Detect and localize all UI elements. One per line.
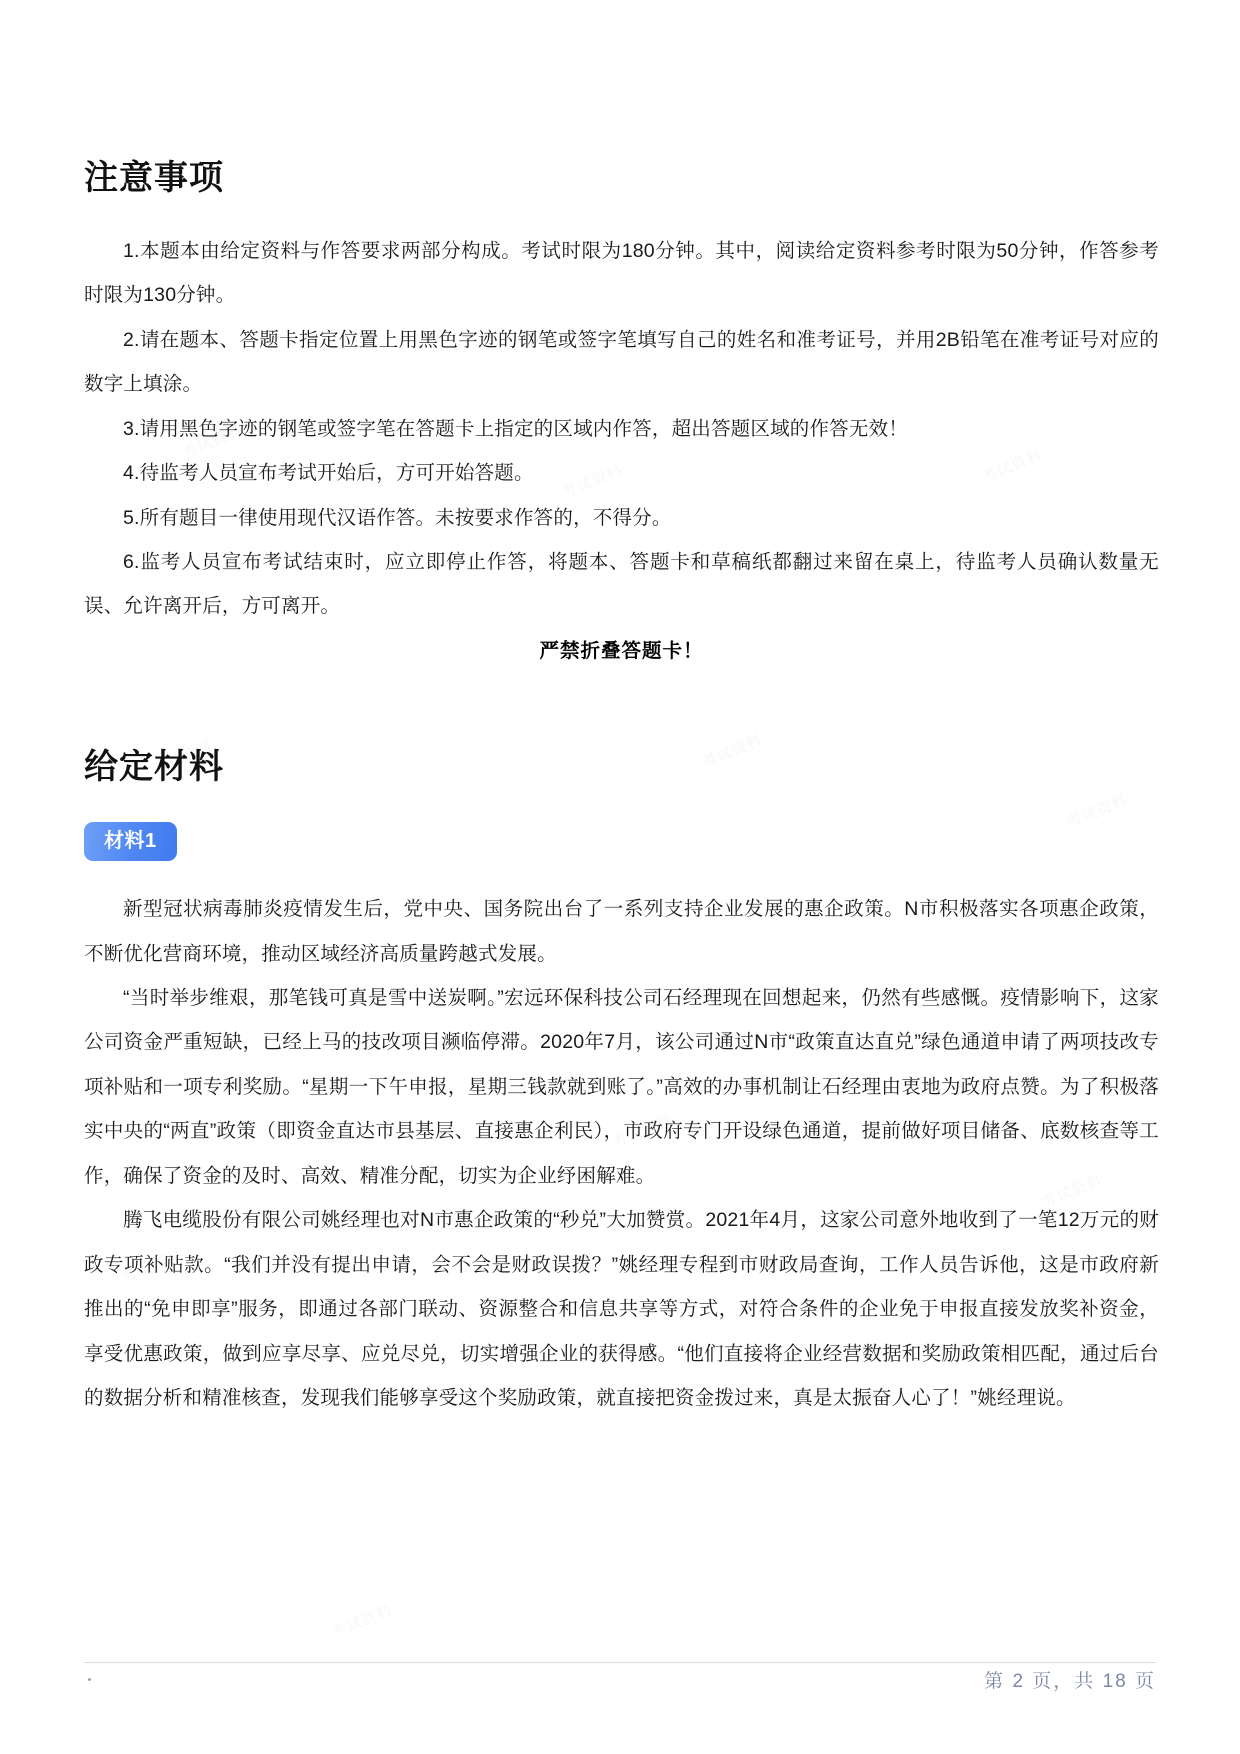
footer-divider [84,1662,1156,1663]
notice-section [84,0,1159,199]
notice-item-5: 5.所有题目一律使用现代汉语作答。未按要求作答的，不得分。 [123,506,672,529]
material-paragraph-2: “当时举步维艰，那笔钱可真是雪中送炭啊。”宏远环保科技公司石经理现在回想起来，仍然有些感慨。疫情影响下，这家公司资金严重短缺，已经上马的技改项目濒临停滞。2020年7月，该公司通过N市“政策直达直兑”绿色通道申请了两项技改专项补贴和一项专利奖励。“星期一下午申报，星期三钱款就到账了。”高效的办事机制让石经理由衷地为政府点赞。为了积极落实中央的“两直”政策（即资金直达市县基层、直接惠企利民），市政府专门开设绿色通道，提前做好项目储备、底数核查等工作，确保了资金的及时、高效、精准分配，切实为企业纾困解难。 [84,987,1159,1187]
material-badge-row [84,822,1159,861]
page-footer [84,1634,1156,1754]
material-1-badge: 材料1 [84,822,177,861]
notice-item-4: 4.待监考人员宣布考试开始后，方可开始答题。 [123,462,534,485]
notice-item-1: 1.本题本由给定资料与作答要求两部分构成。考试时限为180分钟。其中，阅读给定资料参考时限为50分钟，作答参考时限为130分钟。 [84,239,1159,307]
notice-item-6: 6.监考人员宣布考试结束时，应立即停止作答，将题本、答题卡和草稿纸都翻过来留在桌上，待监考人员确认数量无误、允许离开后，方可离开。 [84,550,1159,618]
given-materials-heading: 给定材料 [84,748,224,787]
material-1-body [84,887,1159,1420]
notice-warning: 严禁折叠答题卡！ [539,639,704,662]
page-content [84,0,1159,1421]
notice-heading: 注意事项 [84,159,224,197]
page-number-label: 第 2 页，共 18 页 [984,1671,1156,1692]
notice-item-2: 2.请在题本、答题卡指定位置上用黑色字迹的钢笔或签字笔填写自己的姓名和准考证号，并用2B铅笔在准考证号对应的数字上填涂。 [84,328,1159,396]
material-paragraph-1: 新型冠状病毒肺炎疫情发生后，党中央、国务院出台了一系列支持企业发展的惠企政策。N市积极落实各项惠企政策，不断优化营商环境，推动区域经济高质量跨越式发展。 [84,898,1159,965]
footer-bullet-mark [88,1678,91,1681]
material-paragraph-3: 腾飞电缆股份有限公司姚经理也对N市惠企政策的“秒兑”大加赞赏。2021年4月，这家公司意外地收到了一笔12万元的财政专项补贴款。“我们并没有提出申请，会不会是财政误拨？”姚经理专程到市财政局查询，工作人员告诉他，这是市政府新推出的“免申即享”服务，即通过各部门联动、资源整合和信息共享等方式，对符合条件的企业免于申报直接发放奖补资金，享受优惠政策，做到应享尽享、应兑尽兑，切实增强企业的获得感。“他们直接将企业经营数据和奖励政策相匹配，通过后台的数据分析和精准核查，发现我们能够享受这个奖励政策，就直接把资金拨过来，真是太振奋人心了！”姚经理说。 [84,1209,1159,1410]
notice-item-list [84,229,1159,674]
notice-item-3: 3.请用黑色字迹的钢笔或签字笔在答题卡上指定的区域内作答，超出答题区域的作答无效！ [123,417,908,440]
given-materials-section [84,673,1159,788]
